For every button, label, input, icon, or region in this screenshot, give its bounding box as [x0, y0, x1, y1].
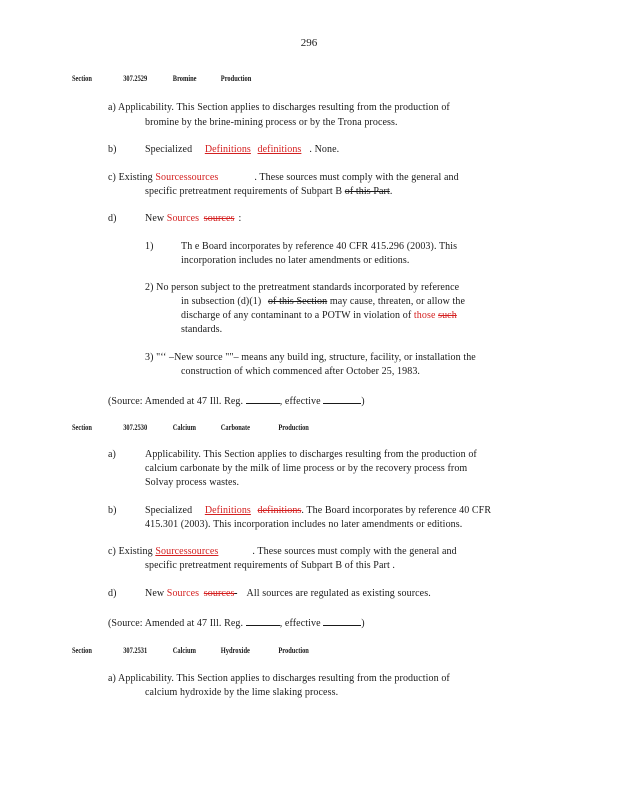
text: , effective — [279, 618, 321, 629]
paragraph-b-line2: 415.301 (2003). This incorporation includes no later amendments or editions. — [145, 519, 463, 530]
inserted-text: Sourcessources — [155, 546, 219, 557]
paragraph-a-label: a) — [108, 449, 116, 460]
section-heading-2529 — [72, 74, 251, 83]
section-heading-2531 — [72, 646, 309, 655]
inserted-text: Definitions — [204, 505, 251, 516]
blank-line — [246, 394, 280, 404]
subparagraph-2-line — [181, 310, 457, 321]
paragraph-d-label: d) — [108, 213, 117, 224]
text: . These sources must comply with the general and — [254, 172, 459, 183]
text: ) — [361, 396, 365, 407]
text: : — [238, 213, 242, 224]
text: . — [389, 186, 393, 197]
paragraph-a-line: calcium carbonate by the milk of lime process or by the recovery process from — [145, 463, 468, 474]
inserted-text: those — [413, 310, 436, 321]
heading-section-word: Section — [72, 74, 92, 83]
text: . None. — [309, 144, 340, 155]
paragraph-c-line2 — [145, 186, 392, 197]
paragraph-d — [145, 588, 431, 599]
blank-line — [323, 616, 361, 626]
inserted-text: Sources — [166, 213, 200, 224]
text: Specialized — [145, 505, 193, 516]
heading-section-number: 307.2531 — [123, 646, 148, 655]
text: . These sources must comply with the general and — [252, 546, 457, 557]
paragraph-d-label: d) — [108, 588, 117, 599]
deleted-text: such — [438, 310, 457, 321]
text: may cause, threaten, or allow the — [327, 296, 466, 307]
subparagraph-3-line: construction of which commenced after October 25, 1983. — [181, 366, 421, 377]
paragraph-a-line: a) Applicability. This Section applies to discharges resulting from the production of — [108, 673, 450, 684]
inserted-text: definitions — [257, 144, 302, 155]
deleted-text: definitions — [257, 505, 302, 516]
heading-title-word: Calcium — [172, 646, 196, 655]
text: discharge of any contaminant to a POTW in violation of — [181, 310, 412, 321]
deleted-text: of this Section — [267, 296, 328, 307]
blank-line — [246, 616, 280, 626]
paragraph-b — [145, 144, 339, 155]
subparagraph-1-line: incorporation includes no later amendments or editions. — [181, 255, 410, 266]
text: , effective — [279, 396, 321, 407]
deleted-text: of this Part — [344, 186, 390, 197]
paragraph-a-line: calcium hydroxide by the lime slaking process. — [145, 687, 339, 698]
paragraph-a-line: a) Applicability. This Section applies to discharges resulting from the production of — [108, 102, 450, 113]
text: Specialized — [145, 144, 193, 155]
deleted-text: sources — [203, 213, 235, 224]
text: c) Existing — [108, 546, 153, 557]
paragraph-b-label: b) — [108, 505, 117, 516]
paragraph-a-line: Solvay process wastes. — [145, 477, 240, 488]
subparagraph-1-label: 1) — [145, 241, 154, 252]
heading-title-word: Production — [278, 646, 309, 655]
deleted-text: sources — [203, 588, 235, 599]
heading-title-word: Calcium — [172, 423, 196, 432]
paragraph-c — [108, 172, 459, 183]
text: (Source: Amended at 47 Ill. Reg. — [108, 618, 244, 629]
paragraph-c — [108, 546, 457, 557]
text: c) Existing — [108, 172, 153, 183]
subparagraph-3-line: 3) "‘‘ ‒New source ""‒ means any build ing, structure, facility, or installation the — [145, 352, 476, 363]
text: (Source: Amended at 47 Ill. Reg. — [108, 396, 244, 407]
inserted-text: Sourcessources — [155, 172, 219, 183]
paragraph-d — [145, 213, 241, 224]
heading-section-number: 307.2529 — [123, 74, 148, 83]
text: in subsection (d)(1) — [181, 296, 262, 307]
heading-section-word: Section — [72, 423, 92, 432]
subparagraph-1-line: Th e Board incorporates by reference 40 CFR 415.296 (2003). This — [181, 241, 458, 252]
heading-title-word: Hydroxide — [220, 646, 250, 655]
heading-title-word: Carbonate — [220, 423, 250, 432]
page-number: 296 — [300, 37, 318, 49]
heading-title-word: Production — [278, 423, 309, 432]
blank-line — [323, 394, 361, 404]
inserted-text: Definitions — [204, 144, 251, 155]
text: specific pretreatment requirements of Subpart B — [145, 186, 343, 197]
section-heading-2530 — [72, 423, 309, 432]
paragraph-a-line: bromine by the brine-mining process or by the Trona process. — [145, 117, 398, 128]
source-note — [108, 616, 365, 629]
paragraph-b — [145, 505, 491, 516]
heading-section-word: Section — [72, 646, 92, 655]
subparagraph-2-line: standards. — [181, 324, 223, 335]
text: New — [145, 588, 165, 599]
heading-section-number: 307.2530 — [123, 423, 148, 432]
text: ) — [361, 618, 365, 629]
text: All sources are regulated as existing sources. — [244, 588, 431, 599]
paragraph-b-label: b) — [108, 144, 117, 155]
source-note — [108, 394, 365, 407]
subparagraph-2-line — [181, 296, 465, 307]
text: New — [145, 213, 165, 224]
subparagraph-2-line: 2) No person subject to the pretreatment standards incorporated by reference — [145, 282, 460, 293]
paragraph-c-line2: specific pretreatment requirements of Subpart B of this Part . — [145, 560, 396, 571]
paragraph-a-line: Applicability. This Section applies to discharges resulting from the production of — [145, 449, 477, 460]
heading-title-word: Production — [220, 74, 252, 83]
heading-title-word: Bromine — [172, 74, 197, 83]
text: . The Board incorporates by reference 40 CFR — [301, 505, 492, 516]
inserted-text: Sources — [166, 588, 200, 599]
